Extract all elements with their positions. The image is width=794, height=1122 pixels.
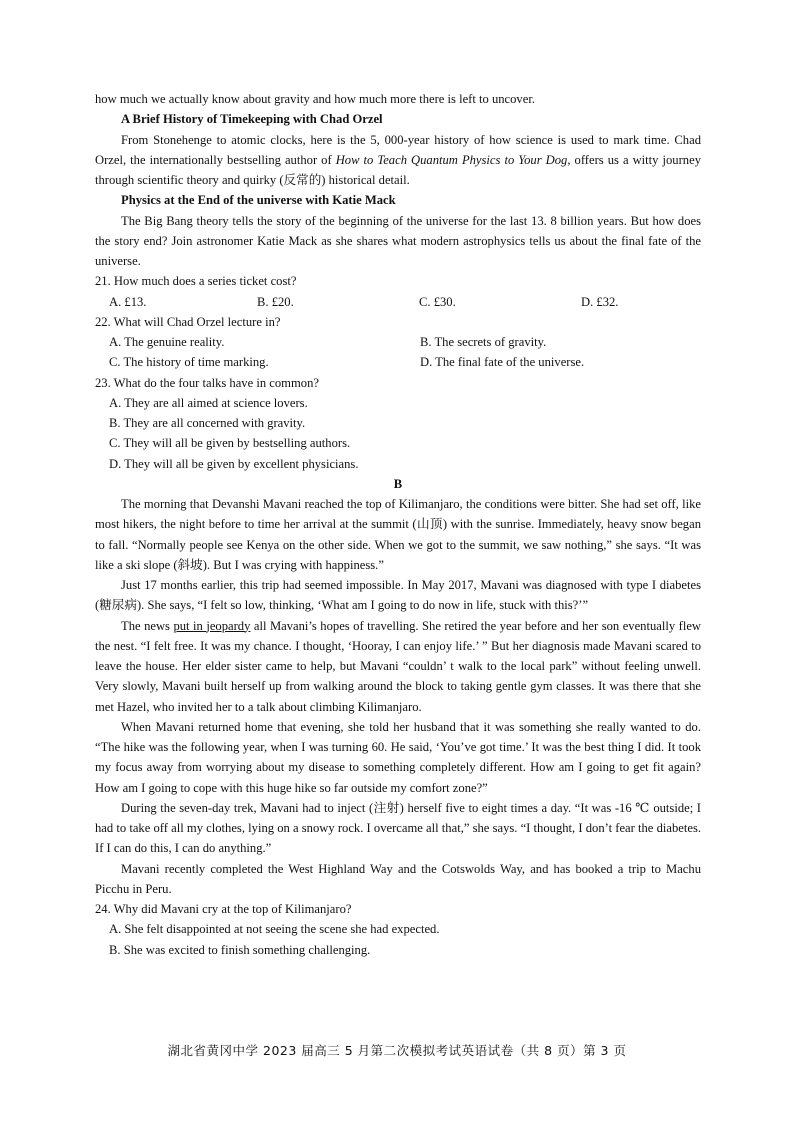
q23-option-a: A. They are all aimed at science lovers. [109, 395, 308, 410]
q23-option-d: D. They will all be given by excellent physicians. [109, 456, 359, 471]
talk-chad-heading: A Brief History of Timekeeping with Chad Orzel [121, 112, 383, 127]
q21-option-a: A. £13. [109, 294, 147, 309]
talk-chad-text: From Stonehenge to atomic clocks, here is the 5, 000-year history of how science is used to mark time. Chad Orzel, the internationally bestselling author of How to Teach Quantum Physics to Your Dog, offers us a witty journey through scientific theory and quirky (反常的) historical detail. [95, 132, 701, 187]
question-22-options-row2 [95, 352, 701, 372]
q21-option-b: B. £20. [257, 294, 294, 309]
page-footer: 湖北省黄冈中学 2023 届高三 5 月第二次模拟考试英语试卷（共 8 页）第 3 页 [167, 1043, 627, 1058]
question-21: 21. How much does a series ticket cost? [95, 274, 297, 289]
q23-option-b: B. They are all concerned with gravity. [109, 416, 306, 430]
q24-option-a: A. She felt disappointed at not seeing the scene she had expected. [109, 922, 440, 937]
section-b-heading: B [393, 476, 403, 491]
underlined-phrase: put in jeopardy [173, 618, 251, 633]
q22-option-c: C. The history of time marking. [109, 355, 269, 370]
q24-option-b: B. She was excited to finish something challenging. [109, 942, 371, 957]
passage-b-paragraph-3: The news put in jeopardy all Mavani’s hopes of travelling. She retired the year before and her son eventually flew the nest. “I felt free. It was my chance. I thought, ‘Hooray, I can enjoy life.’ ” But her diagnosis made Mavani scared to leave the house. Her elder sister came to help, but Mavani “couldn’ t walk to the local park” without feeling unwell. Very slowly, Mavani built herself up from walking around the block to taking gentle gym classes. It was there that she met Hazel, who invited her to a talk about climbing Kilimanjaro. [95, 618, 702, 714]
page-content [95, 89, 701, 960]
q23-option-c: C. They will all be given by bestselling authors. [109, 436, 351, 451]
intro-tail: how much we actually know about gravity and how much more there is left to uncover. [95, 92, 535, 106]
passage-b-paragraph-5: During the seven-day trek, Mavani had to inject (注射) herself five to eight times a day. “It was -16 ℃ outside; I had to take off all my clothes, lying on a snowy rock. I overcame all that,” she says. “I thought, I don’t fear the diabetes. If I can do this, I can do anything.” [95, 800, 701, 856]
passage-b-paragraph-1: The morning that Devanshi Mavani reached the top of Kilimanjaro, the conditions were bitter. She had set off, like most hikers, the night before to time her arrival at the summit (山顶) with the sunrise. Immediately, heavy snow began to fall. “Normally people see Kenya on the other side. When we got to the summit, we saw nothing,” she says. “It was like a ski slope (斜坡). But I was crying with happiness.” [95, 497, 701, 572]
passage-b-paragraph-6: Mavani recently completed the West Highland Way and the Cotswolds Way, and has booked a trip to Machu Picchu in Peru. [95, 861, 701, 896]
talk-katie-heading: Physics at the End of the universe with Katie Mack [121, 193, 396, 208]
question-22: 22. What will Chad Orzel lecture in? [95, 314, 281, 329]
q22-option-b: B. The secrets of gravity. [420, 335, 547, 349]
book-title: How to Teach Quantum Physics to Your Dog [335, 152, 568, 167]
q22-option-a: A. The genuine reality. [109, 335, 225, 349]
question-24: 24. Why did Mavani cry at the top of Kilimanjaro? [95, 902, 352, 916]
q21-option-d: D. £32. [581, 294, 619, 309]
question-21-options [95, 292, 701, 312]
q22-option-d: D. The final fate of the universe. [420, 355, 585, 370]
question-22-options-row1 [95, 332, 701, 352]
talk-katie-text: The Big Bang theory tells the story of the beginning of the universe for the last 13. 8 billion years. But how does the story end? Join astronomer Katie Mack as she shares what modern astrophysics tells us about the final fate of the universe. [95, 213, 701, 268]
passage-b-paragraph-2: Just 17 months earlier, this trip had seemed impossible. In May 2017, Mavani was diagnosed with type I diabetes (糖尿病). She says, “I felt so low, thinking, ‘What am I going to do now in life, stuck with this?’” [95, 578, 701, 613]
q21-option-c: C. £30. [419, 294, 456, 309]
question-23: 23. What do the four talks have in common? [95, 375, 319, 390]
passage-b-paragraph-4: When Mavani returned home that evening, she told her husband that it was something she really wanted to do. “The hike was the following year, when I was turning 60. He said, ‘You’ve got time.’ It was the best thing I did. It took my focus away from worrying about my disease to something completely different. How am I going to get fit again? How am I going to cope with this huge hike so far outside my comfort zone?” [95, 719, 701, 795]
